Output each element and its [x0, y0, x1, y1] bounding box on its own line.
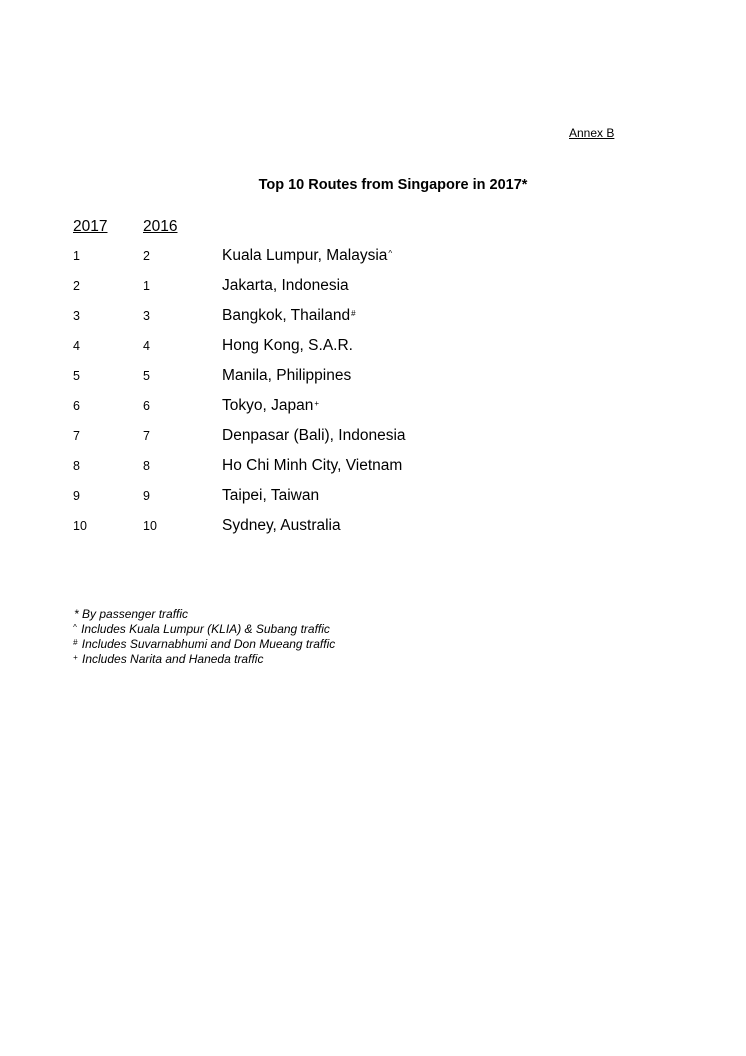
rank-2016: 8 — [143, 459, 150, 473]
route-name — [222, 246, 392, 265]
route-name — [222, 426, 407, 445]
rank-2016: 10 — [143, 519, 157, 533]
route-name — [222, 456, 403, 475]
route-mark: ^ — [388, 249, 393, 258]
rank-2017: 2 — [73, 279, 80, 293]
footnote — [73, 637, 335, 652]
footnote — [73, 622, 335, 637]
footnotes — [73, 607, 335, 667]
route-mark: + — [314, 399, 320, 408]
route-label: Denpasar (Bali), Indonesia — [222, 427, 406, 444]
route-label: Kuala Lumpur, Malaysia — [222, 247, 388, 264]
rank-2016: 7 — [143, 429, 150, 443]
footnote-text: Includes Kuala Lumpur (KLIA) & Subang traffic — [77, 622, 330, 636]
footnote-mark: # — [73, 638, 78, 647]
rank-2017: 9 — [73, 489, 80, 503]
header-2016: 2016 — [143, 218, 178, 235]
rank-2017: 5 — [73, 369, 80, 383]
rank-2016: 9 — [143, 489, 150, 503]
page-title: Top 10 Routes from Singapore in 2017* — [258, 177, 528, 193]
rank-2017: 4 — [73, 339, 80, 353]
route-name — [222, 306, 356, 325]
rank-2017: 7 — [73, 429, 80, 443]
rank-2017: 10 — [73, 519, 87, 533]
route-name — [222, 276, 350, 295]
route-label: Jakarta, Indonesia — [222, 277, 349, 294]
footnote-text: Includes Narita and Haneda traffic — [78, 652, 264, 666]
rank-2016: 5 — [143, 369, 150, 383]
route-label: Sydney, Australia — [222, 517, 341, 534]
footnote-text: Includes Suvarnabhumi and Don Mueang traffic — [78, 637, 336, 651]
route-name — [222, 336, 354, 355]
rank-2017: 8 — [73, 459, 80, 473]
route-label: Manila, Philippines — [222, 367, 352, 384]
route-label: Ho Chi Minh City, Vietnam — [222, 457, 403, 474]
header-2017: 2017 — [73, 218, 108, 235]
rank-2017: 3 — [73, 309, 80, 323]
annex-label: Annex B — [569, 126, 615, 140]
rank-2016: 3 — [143, 309, 150, 323]
rank-2017: 6 — [73, 399, 80, 413]
route-label: Tokyo, Japan — [222, 397, 314, 414]
route-name — [222, 486, 320, 505]
footnote-mark: + — [73, 653, 78, 662]
rank-2016: 1 — [143, 279, 150, 293]
rank-2016: 2 — [143, 249, 150, 263]
route-label: Hong Kong, S.A.R. — [222, 337, 353, 354]
rank-2016: 4 — [143, 339, 150, 353]
route-label: Taipei, Taiwan — [222, 487, 320, 504]
route-name — [222, 366, 352, 385]
footnote — [73, 607, 335, 622]
route-name — [222, 516, 342, 535]
footnote — [73, 652, 335, 667]
rank-2017: 1 — [73, 249, 80, 263]
rank-2016: 6 — [143, 399, 150, 413]
route-label: Bangkok, Thailand — [222, 307, 351, 324]
footnote-text: * By passenger traffic — [74, 607, 189, 621]
route-mark: # — [351, 309, 356, 318]
footnote-mark: ^ — [73, 623, 77, 632]
route-name — [222, 396, 319, 415]
